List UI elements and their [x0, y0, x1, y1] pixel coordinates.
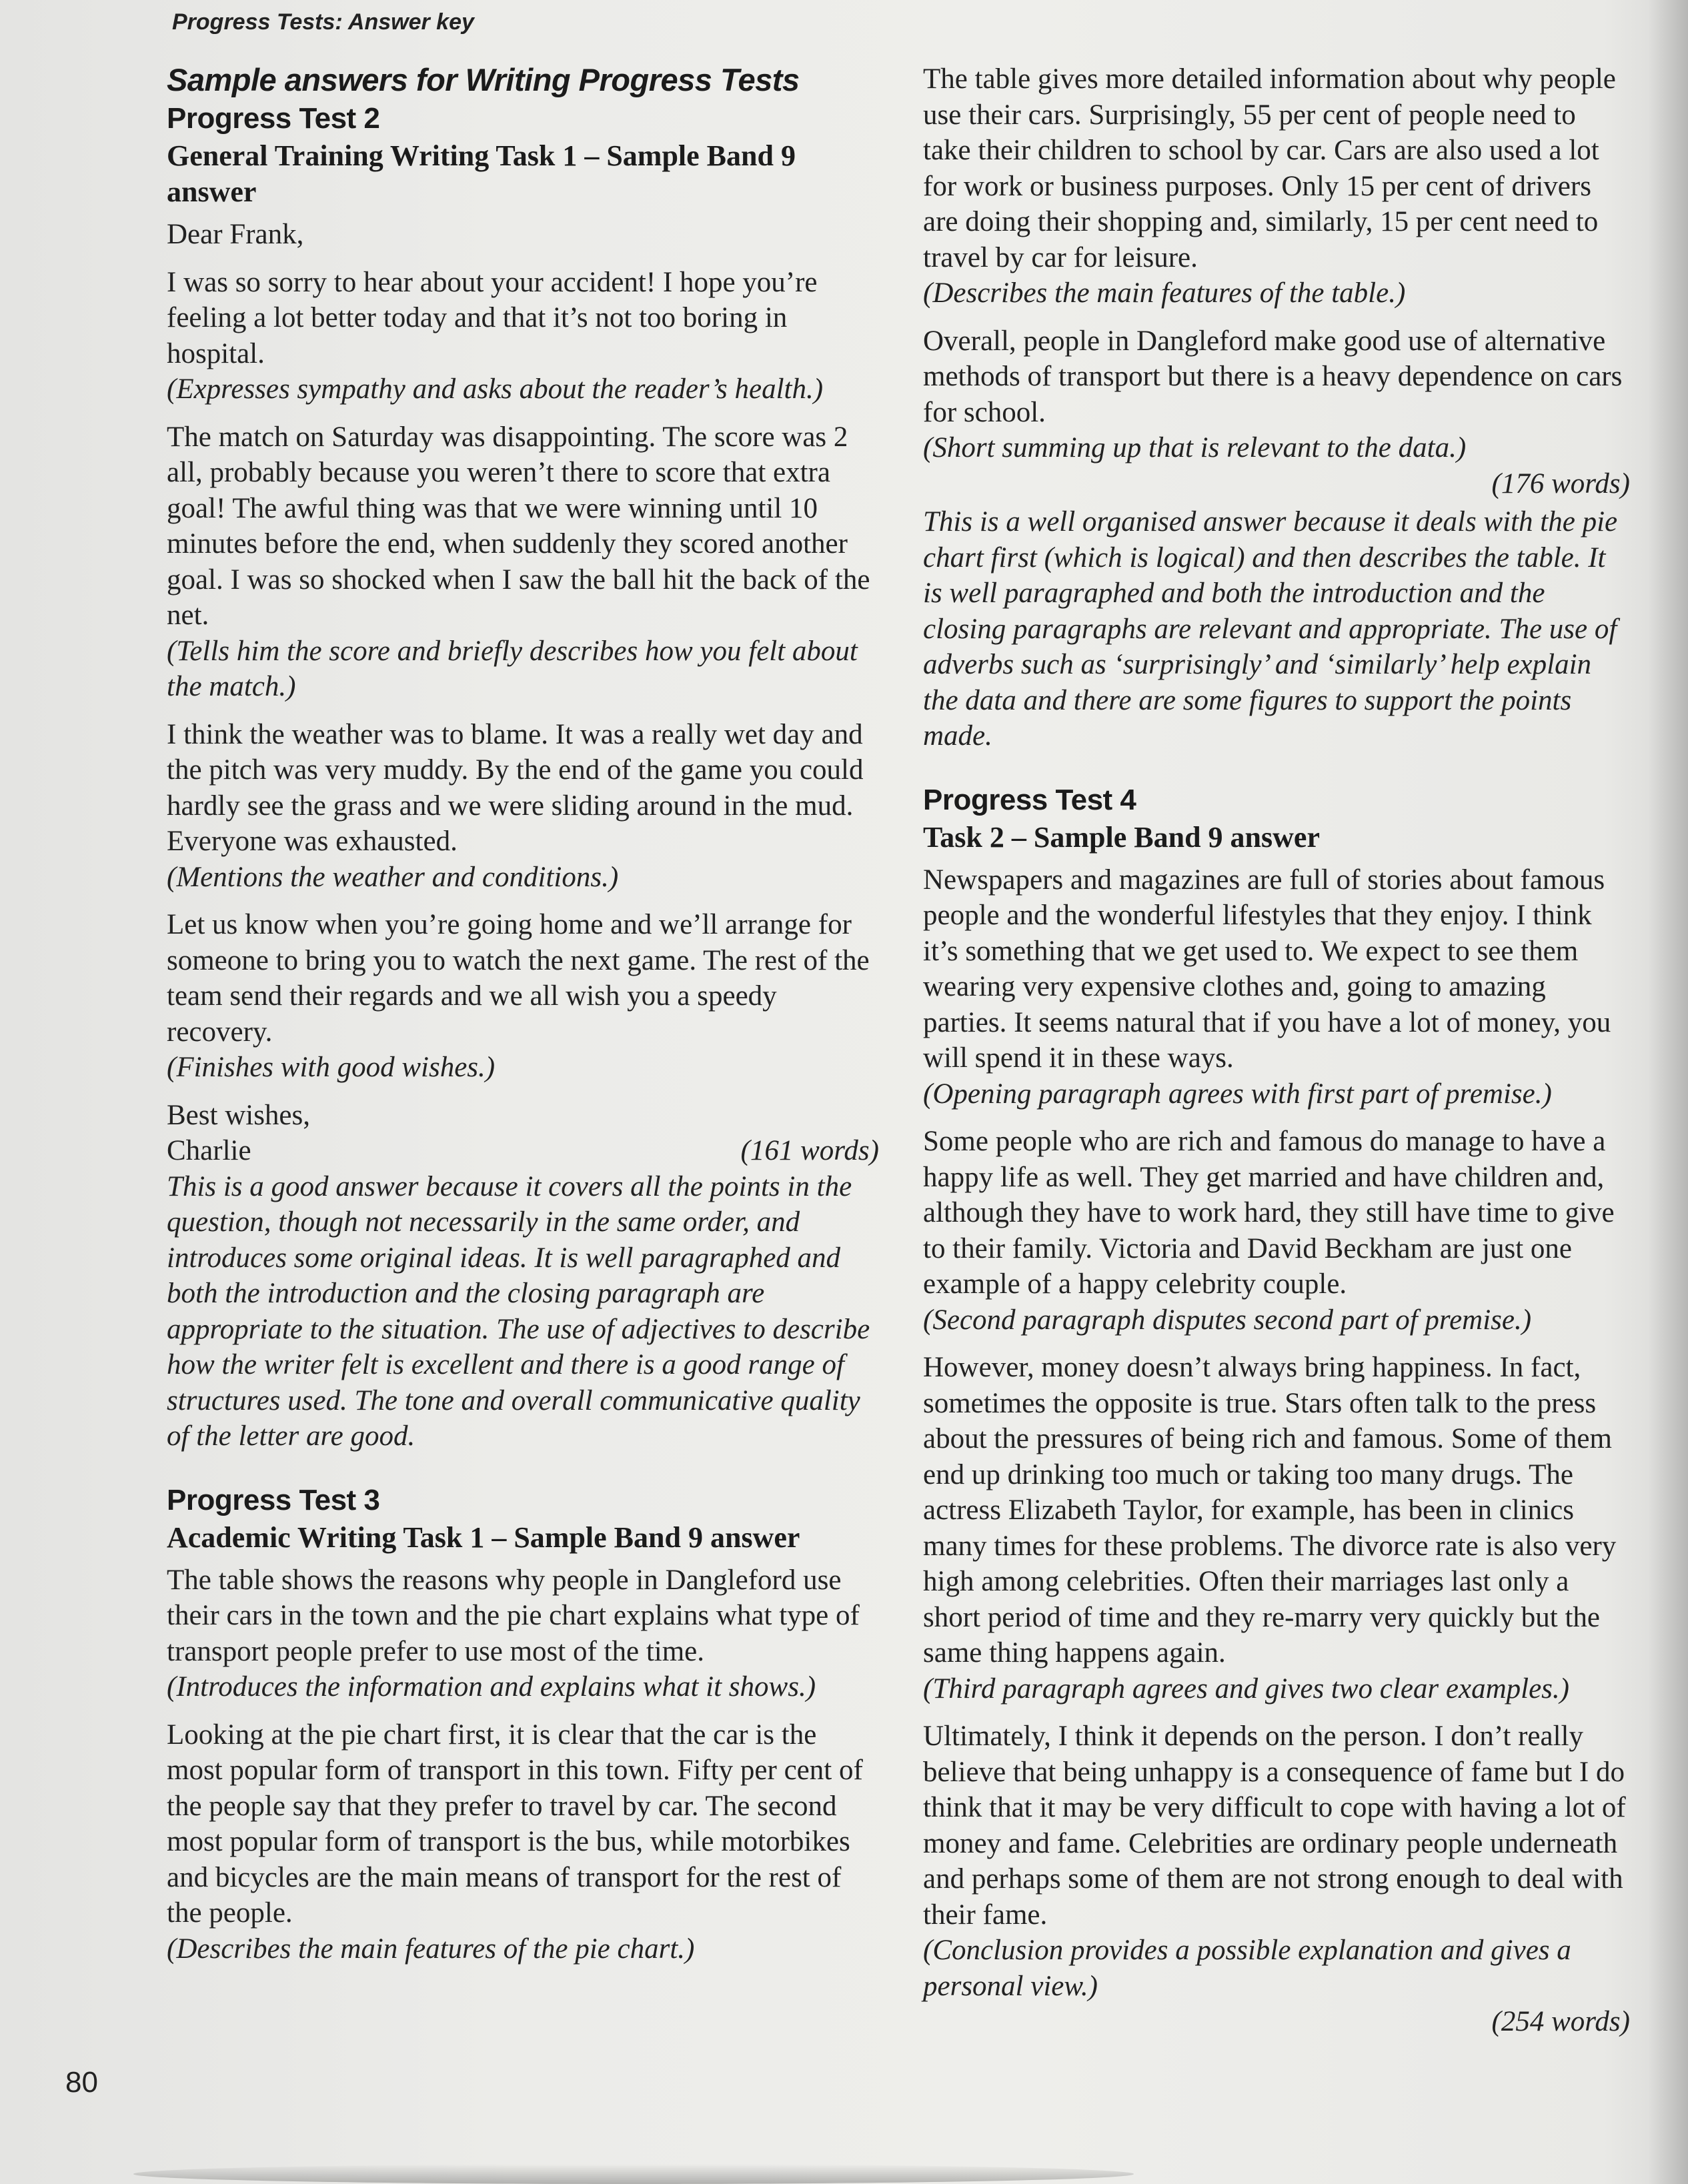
pt3-paragraph-4-text: Overall, people in Dangleford make good use of alternative methods of transport but there is a heavy dependence on cars for school. [923, 325, 1623, 428]
letter-paragraph-4 [167, 907, 879, 1086]
progress-test-2-comment: This is a good answer because it covers all the points in the question, though not necessarily in the same order, and introduces some original ideas. It is well paragraphed and both the introduction and the closing paragraph are appropriate to the situation. The use of adjectives to describe how the writer felt is excellent and there is a good range of structures used. The tone and overall communicative quality of the letter are good. [167, 1170, 870, 1452]
progress-test-3-word-count: (176 words) [1491, 467, 1630, 499]
letter-closing [167, 1098, 879, 1134]
letter-greeting: Dear Frank, [167, 219, 304, 250]
letter-paragraph-4-note: (Finishes with good wishes.) [167, 1052, 496, 1083]
letter-paragraph-3 [167, 717, 879, 896]
pt3-paragraph-3 [923, 61, 1630, 311]
letter-paragraph-2 [167, 419, 879, 705]
pt4-paragraph-3-note: (Third paragraph agrees and gives two clear examples.) [923, 1673, 1569, 1705]
running-head: Progress Tests: Answer key [172, 9, 474, 35]
pt4-paragraph-1-text: Newspapers and magazines are full of stories about famous people and the wonderful lifestyles that they enjoy. I think it’s something that we get used to. We expect to see them wearing very expensive clothes and, going to amazing parties. It seems natural that if you have a lot of money, you will spend it in these ways. [923, 864, 1611, 1074]
pt3-paragraph-4-note: (Short summing up that is relevant to the data.) [923, 432, 1467, 463]
page-number: 80 [65, 2066, 98, 2099]
progress-test-2-heading: Progress Test 2 [167, 102, 380, 135]
letter-paragraph-2-note: (Tells him the score and briefly describes how you felt about the match.) [167, 635, 858, 702]
progress-test-2-task-heading: General Training Writing Task 1 – Sample Band 9 answer [167, 139, 796, 208]
pt4-paragraph-4 [923, 1719, 1630, 2040]
pt4-paragraph-3 [923, 1350, 1630, 1707]
pt3-paragraph-4 [923, 323, 1630, 502]
pt4-paragraph-3-text: However, money doesn’t always bring happiness. In fact, sometimes the opposite is true. Stars often talk to the press about the pressures of being rich and famous. Some of them end up drinking too much or taking too many drugs. The actress Elizabeth Taylor, for example, has been in clinics many times for these problems. The divorce rate is also very high among celebrities. Often their marriages last only a short period of time and they re-marry very quickly but the same thing happens again. [923, 1352, 1617, 1669]
pt3-paragraph-1-note: (Introduces the information and explains what it shows.) [167, 1671, 816, 1703]
progress-test-3-comment: This is a well organised answer because it deals with the pie chart first (which is logical) and then describes the table. It is well paragraphed and both the introduction and the closing paragraphs are relevant and appropriate. The use of adverbs such as ‘surprisingly’ and ‘similarly’ help explain the data and there are some figures to support the points made. [923, 506, 1618, 752]
letter-signature: Charlie [167, 1135, 251, 1166]
progress-test-4-word-count: (254 words) [1491, 2006, 1630, 2037]
pt4-paragraph-1 [923, 862, 1630, 1112]
progress-test-4-heading: Progress Test 4 [923, 783, 1136, 816]
binding-shadow [133, 2164, 1134, 2184]
pt3-paragraph-2-text: Looking at the pie chart first, it is clear that the car is the most popular form of transport in this town. Fifty per cent of the people say that they prefer to travel by car. The second most popular form of transport is the bus, while motorbikes and bicycles are the main means of transport for the rest of the people. [167, 1719, 863, 1929]
left-column [167, 61, 879, 1979]
pt3-paragraph-2-note: (Describes the main features of the pie chart.) [167, 1933, 695, 1965]
pt3-paragraph-3-note: (Describes the main features of the table.) [923, 277, 1406, 309]
pt3-paragraph-1-text: The table shows the reasons why people in Dangleford use their cars in the town and the pie chart explains what type of transport people prefer to use most of the time. [167, 1564, 860, 1667]
progress-test-3-task-heading: Academic Writing Task 1 – Sample Band 9 answer [167, 1520, 800, 1554]
pt4-paragraph-1-note: (Opening paragraph agrees with first part of premise.) [923, 1078, 1552, 1110]
letter-paragraph-2-text: The match on Saturday was disappointing. The score was 2 all, probably because you weren’t there to score that extra goal! The awful thing was that we were winning until 10 minutes before the end, when suddenly they scored another goal. I was so shocked when I saw the ball hit the back of the net. [167, 421, 870, 631]
progress-test-3-heading: Progress Test 3 [167, 1483, 380, 1516]
section-title: Sample answers for Writing Progress Tests [167, 62, 800, 97]
pt4-paragraph-4-text: Ultimately, I think it depends on the person. I don’t really believe that being unhappy is a consequence of fame but I do think that it may be very difficult to cope with having a lot of money and fame. Celebrities are ordinary people underneath and perhaps some of them are not strong enough to deal with their fame. [923, 1721, 1626, 1931]
pt3-paragraph-3-text: The table gives more detailed information about why people use their cars. Surprisingly, 55 per cent of people need to take their children to school by car. Cars are also used a lot for work or business purposes. Only 15 per cent of drivers are doing their shopping and, similarly, 15 per cent need to travel by car for leisure. [923, 63, 1616, 273]
page-edge-shadow [1648, 0, 1688, 2184]
pt4-paragraph-4-note: (Conclusion provides a possible explanation and gives a personal view.) [923, 1935, 1571, 2002]
progress-test-4-task-heading: Task 2 – Sample Band 9 answer [923, 820, 1320, 854]
pt3-paragraph-1 [167, 1562, 879, 1705]
letter-signature-row [167, 1133, 879, 1169]
progress-test-2-word-count: (161 words) [740, 1135, 879, 1166]
letter-paragraph-1-note: (Expresses sympathy and asks about the reader’s health.) [167, 373, 824, 405]
letter-closing-text: Best wishes, [167, 1099, 310, 1131]
right-column [923, 61, 1630, 2052]
pt4-paragraph-2 [923, 1124, 1630, 1338]
letter-paragraph-4-text: Let us know when you’re going home and we’ll arrange for someone to bring you to watch the next game. The rest of the team send their regards and we all wish you a speedy recovery. [167, 909, 870, 1048]
letter-paragraph-3-text: I think the weather was to blame. It was a really wet day and the pitch was very muddy. By the end of the game you could hardly see the grass and we were sliding around in the mud. Everyone was exhausted. [167, 718, 864, 857]
letter-paragraph-1-text: I was so sorry to hear about your accident! I hope you’re feeling a lot better today and that it’s not too boring in hospital. [167, 266, 818, 369]
pt4-paragraph-2-text: Some people who are rich and famous do manage to have a happy life as well. They get married and have children and, although they have to work hard, they still have time to give to their family. Victoria and David Beckham are just one example of a happy celebrity couple. [923, 1126, 1615, 1300]
pt3-paragraph-2 [167, 1717, 879, 1967]
pt4-paragraph-2-note: (Second paragraph disputes second part of premise.) [923, 1304, 1532, 1336]
letter-paragraph-1 [167, 265, 879, 407]
letter-paragraph-3-note: (Mentions the weather and conditions.) [167, 861, 619, 893]
